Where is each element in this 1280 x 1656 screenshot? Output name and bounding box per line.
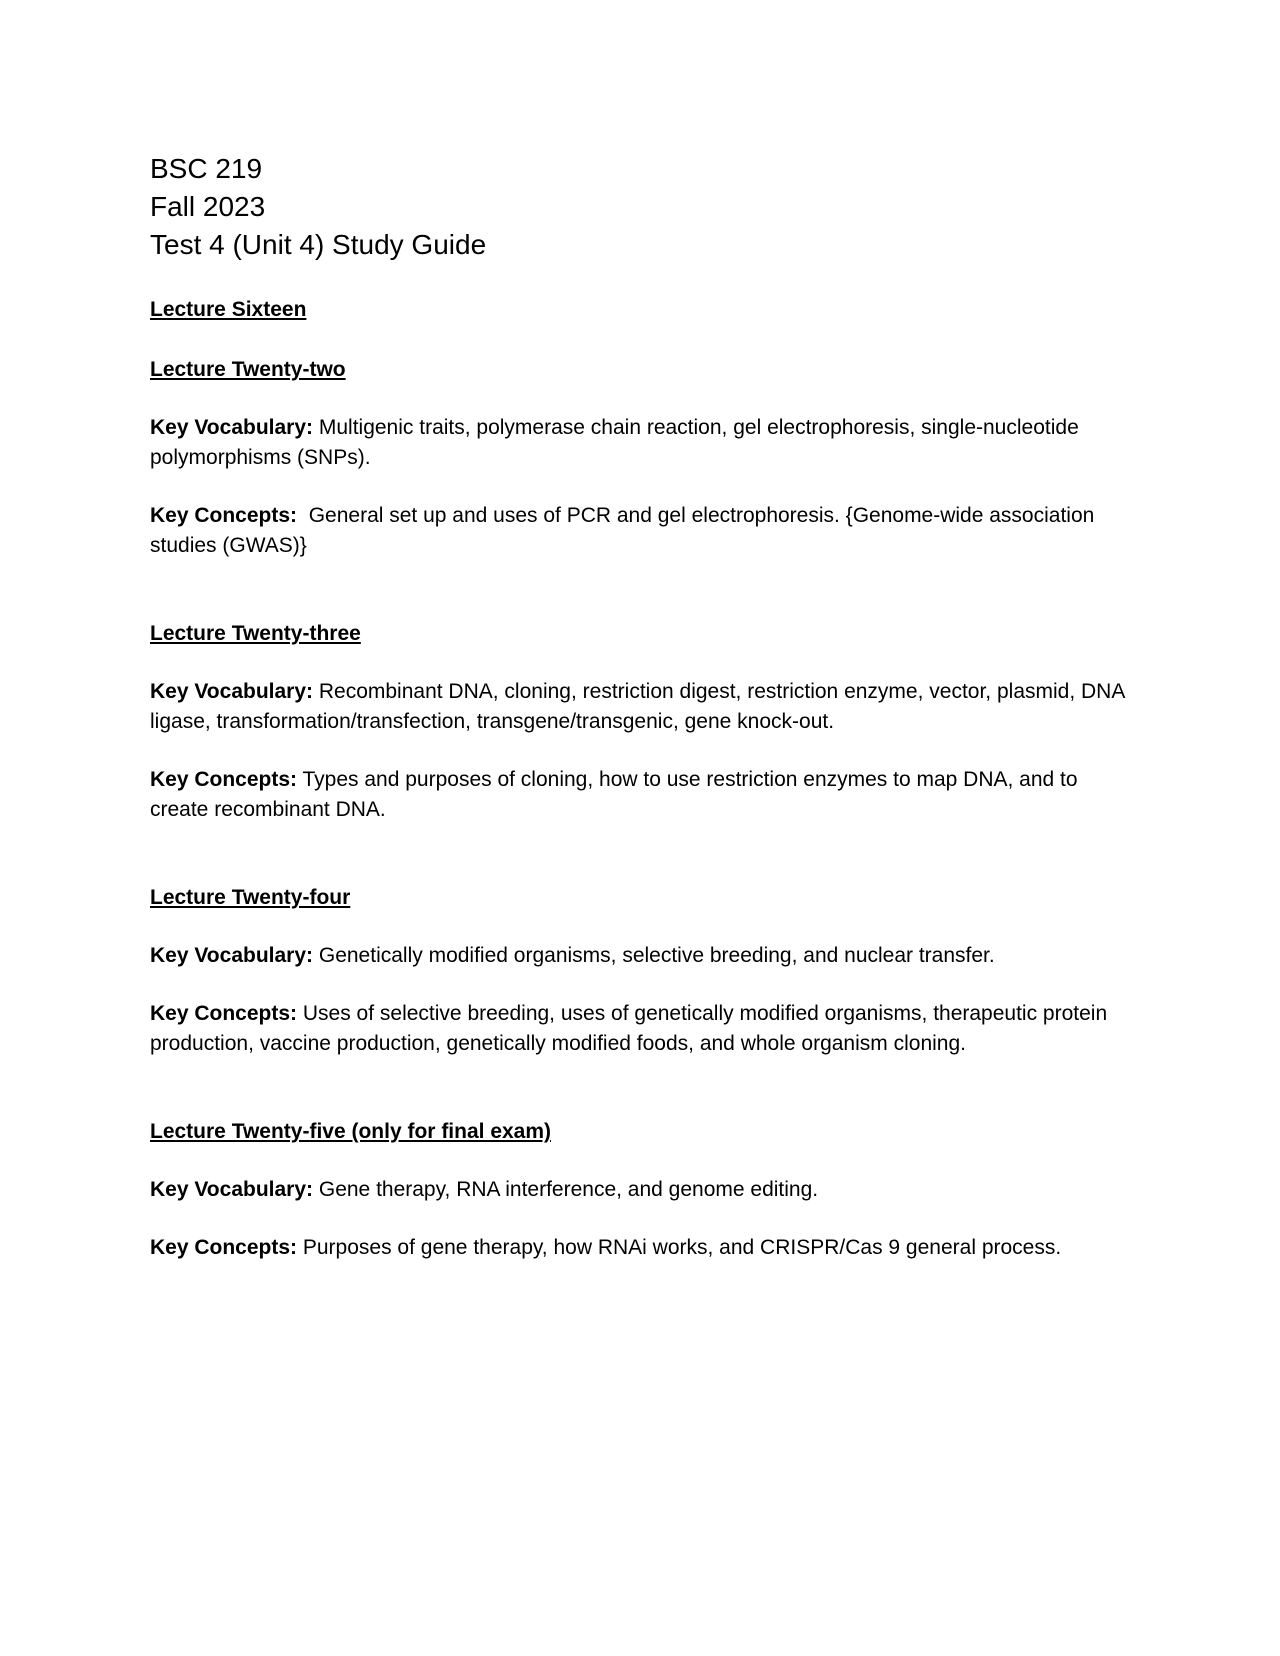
vocab-label: Key Vocabulary: bbox=[150, 416, 314, 439]
vocab-label: Key Vocabulary: bbox=[150, 1178, 314, 1201]
vocab-lecture-twenty-three bbox=[150, 677, 1130, 737]
heading-lecture-twenty-five: Lecture Twenty-five (only for final exam) bbox=[150, 1120, 552, 1143]
vocab-text: Gene therapy, RNA interference, and genome editing. bbox=[318, 1178, 819, 1201]
heading-lecture-twenty-four: Lecture Twenty-four bbox=[150, 886, 351, 909]
vocab-label: Key Vocabulary: bbox=[150, 944, 314, 967]
vocab-lecture-twenty-five bbox=[150, 1175, 1130, 1205]
concepts-label: Key Concepts: bbox=[150, 1236, 298, 1259]
concepts-label: Key Concepts: bbox=[150, 1002, 298, 1025]
page-title: Test 4 (Unit 4) Study Guide bbox=[150, 229, 487, 260]
concepts-lecture-twenty-four bbox=[150, 999, 1130, 1059]
study-guide-page bbox=[150, 150, 1130, 1263]
vocab-label: Key Vocabulary: bbox=[150, 680, 314, 703]
vocab-text: Multigenic traits, polymerase chain reaction, gel electrophoresis, single-nucleotide polymorphisms (SNPs). bbox=[150, 416, 1079, 469]
term: Fall 2023 bbox=[150, 191, 266, 222]
heading-lecture-twenty-two: Lecture Twenty-two bbox=[150, 358, 346, 381]
concepts-text: Uses of selective breeding, uses of genetically modified organisms, therapeutic protein production, vaccine production, genetically modified foods, and whole organism cloning. bbox=[150, 1002, 1108, 1055]
vocab-lecture-twenty-two bbox=[150, 413, 1130, 473]
concepts-lecture-twenty-five bbox=[150, 1233, 1130, 1263]
vocab-text: Genetically modified organisms, selective breeding, and nuclear transfer. bbox=[318, 944, 995, 967]
vocab-lecture-twenty-four bbox=[150, 941, 1130, 971]
concepts-text: Purposes of gene therapy, how RNAi works, and CRISPR/Cas 9 general process. bbox=[302, 1236, 1062, 1259]
concepts-label: Key Concepts: bbox=[150, 504, 298, 527]
concepts-lecture-twenty-three bbox=[150, 765, 1130, 825]
heading-lecture-sixteen: Lecture Sixteen bbox=[150, 298, 307, 321]
concepts-lecture-twenty-two bbox=[150, 501, 1130, 561]
concepts-text: General set up and uses of PCR and gel electrophoresis. {Genome-wide association studies (GWAS)} bbox=[150, 504, 1095, 557]
heading-lecture-twenty-three: Lecture Twenty-three bbox=[150, 622, 361, 645]
concepts-label: Key Concepts: bbox=[150, 768, 298, 791]
concepts-text: Types and purposes of cloning, how to use restriction enzymes to map DNA, and to create recombinant DNA. bbox=[150, 768, 1078, 821]
vocab-text: Recombinant DNA, cloning, restriction digest, restriction enzyme, vector, plasmid, DNA ligase, transformation/transfection, transgene/transgenic, gene knock-out. bbox=[150, 680, 1125, 733]
course-code: BSC 219 bbox=[150, 153, 263, 184]
